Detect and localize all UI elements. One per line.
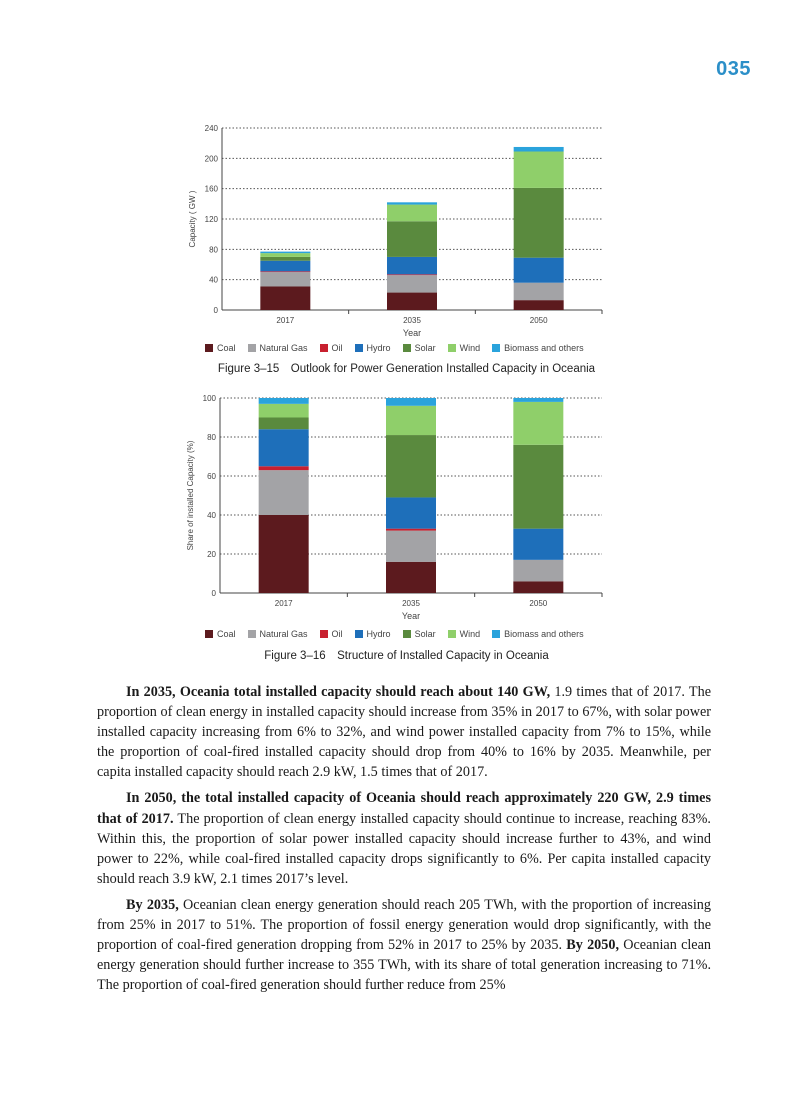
bar-segment-wind [514,152,564,188]
legend-label: Biomass and others [504,343,584,353]
bar-segment-biomass [260,252,310,254]
x-tick-label: 2035 [403,316,421,325]
chart-legend-capacity [205,343,665,353]
page-number: 035 [716,58,751,80]
bar-segment-natural-gas [386,531,436,562]
x-tick-label: 2035 [402,599,420,608]
bar-segment-biomass [513,398,563,402]
legend-label: Oil [331,629,343,639]
legend-swatch [205,630,213,638]
paragraph-body: 1.9 times that of 2017. The proportion of clean energy in installed capacity should increase from 35% in 2017 to 67%, with solar power installed capacity increasing from 6% to 32%, and wind power installed capacity from 7% to 15%, while the proportion of coal-fired installed capacity should drop from 40% to 16% by 2035. Meanwhile, per capita installed capacity should reach 2.9 kW, 1.5 times that of 2017. [97,684,711,781]
paragraph-body: Oceanian clean energy generation should reach 205 TWh, with the proportion of increasing from 25% in 2017 to 51%. The proportion of fossil energy generation would drop significantly, with the proportion of coal-fired generation dropping from 52% in 2017 to 25% by 2035. [97,896,711,954]
legend-item-solar [403,629,436,639]
legend-item-oil [320,343,343,353]
legend-swatch [403,630,411,638]
bar-segment-natural-gas [259,470,309,515]
legend-item-natural-gas [248,629,308,639]
legend-item-hydro [355,343,391,353]
y-tick-label: 120 [204,215,218,224]
legend-swatch [355,344,363,352]
legend-item-coal [205,629,236,639]
bar-segment-natural-gas [387,275,437,292]
bar-segment-hydro [514,258,564,283]
legend-swatch [492,630,500,638]
paragraph-body: Oceanian clean energy generation should further increase to 355 TWh, with its share of total generation increasing to 71%. The proportion of coal-fired generation should further reduce from 25% [97,937,711,994]
bar-segment-wind [387,205,437,222]
legend-item-solar [403,343,436,353]
y-axis-title: Share of installed Capacity (%) [186,440,195,551]
bar-segment-oil [260,271,310,272]
bar-segment-natural-gas [514,283,564,300]
y-axis-title: Capacity ( GW ) [188,190,197,248]
x-axis-title: Year [402,328,422,338]
paragraph-2035-capacity [97,682,711,782]
bar-segment-coal [386,562,436,593]
bar-segment-biomass [514,147,564,152]
legend-label: Natural Gas [259,629,308,639]
y-tick-label: 0 [213,306,218,315]
bar-segment-solar [514,188,564,258]
legend-swatch [205,344,213,352]
capacity-structure-chart [0,385,793,627]
y-tick-label: 40 [207,511,216,520]
chart-legend-structure [205,629,665,639]
bar-segment-wind [513,402,563,445]
paragraph-lead: By 2050, [566,937,620,954]
legend-label: Coal [217,343,236,353]
bar-segment-wind [260,253,310,257]
bar-segment-natural-gas [260,272,310,286]
bar-segment-solar [260,257,310,261]
bar-segment-biomass [386,398,436,406]
bar-segment-natural-gas [513,560,563,581]
bar-segment-wind [386,406,436,435]
bar-segment-coal [259,515,309,593]
y-tick-label: 40 [209,275,218,285]
bar-segment-oil [387,274,437,275]
legend-label: Wind [459,343,481,353]
y-tick-label: 80 [207,433,216,442]
y-tick-label: 20 [207,550,216,559]
bar-segment-solar [386,435,436,497]
bar-segment-hydro [259,429,309,466]
legend-swatch [320,630,328,638]
legend-swatch [448,344,456,352]
legend-swatch [248,344,256,352]
x-tick-label: 2017 [276,316,295,325]
legend-label: Solar [414,629,436,639]
legend-label: Hydro [366,629,391,639]
y-tick-label: 100 [202,394,216,403]
legend-label: Solar [414,343,436,353]
legend-item-natural-gas [248,343,308,353]
capacity-outlook-chart [0,115,793,345]
paragraph-2050-capacity [97,788,711,888]
y-tick-label: 200 [204,154,218,164]
bar-segment-solar [513,445,563,529]
bar-segment-hydro [513,529,563,560]
bar-segment-hydro [260,261,310,272]
legend-label: Natural Gas [259,343,308,353]
legend-label: Oil [331,343,343,353]
bar-segment-oil [259,466,309,470]
y-tick-label: 80 [209,245,218,255]
paragraph-body: The proportion of clean energy installed capacity should continue to increase, reaching 83%. Within this, the proportion of solar power installed capacity should increase further to 43%, and wind power to 22%, while coal-fired installed capacity drops significantly to 6%. Per capita installed capacity should reach 3.9 kW, 2.1 times 2017’s level. [97,810,711,887]
x-tick-label: 2017 [274,599,293,608]
y-tick-label: 60 [207,472,216,481]
legend-label: Wind [459,629,481,639]
legend-swatch [248,630,256,638]
y-tick-label: 240 [204,124,218,133]
bar-segment-solar [387,221,437,257]
legend-swatch [448,630,456,638]
paragraph-lead: In 2035, Oceania total installed capacity should reach about 140 GW, [126,684,551,700]
y-tick-label: 0 [211,589,216,598]
bar-segment-wind [259,404,309,418]
legend-label: Hydro [366,343,391,353]
legend-item-hydro [355,629,391,639]
x-axis-title: Year [401,611,421,621]
figure-caption-3-15: Figure 3–15 Outlook for Power Generation Installed Capacity in Oceania [217,363,596,375]
bar-segment-hydro [386,497,436,528]
legend-item-wind [448,629,481,639]
paragraph-lead: By 2035, [126,896,179,913]
paragraph-generation [97,895,711,995]
legend-label: Coal [217,629,236,639]
paragraph-lead: In 2050, the total installed capacity of Oceania should reach approximately 220 GW, 2.9 times that of 2017. [97,790,711,827]
bar-segment-hydro [387,257,437,274]
legend-item-coal [205,343,236,353]
y-tick-label: 160 [204,184,218,194]
bar-segment-coal [387,293,437,310]
legend-swatch [320,344,328,352]
legend-label: Biomass and others [504,629,584,639]
bar-segment-biomass [387,202,437,204]
bar-segment-solar [259,418,309,430]
bar-segment-coal [260,286,310,310]
bar-segment-coal [513,581,563,593]
legend-swatch [403,344,411,352]
legend-item-biomass [492,629,584,639]
figure-caption-3-16: Figure 3–16 Structure of Installed Capacity in Oceania [264,650,549,662]
legend-swatch [492,344,500,352]
legend-item-biomass [492,343,584,353]
x-tick-label: 2050 [529,316,548,325]
bar-segment-coal [514,300,564,310]
bar-segment-oil [386,529,436,531]
legend-item-wind [448,343,481,353]
legend-item-oil [320,629,343,639]
legend-swatch [355,630,363,638]
body-text [97,682,711,1001]
x-tick-label: 2050 [529,599,548,608]
bar-segment-biomass [259,398,309,404]
